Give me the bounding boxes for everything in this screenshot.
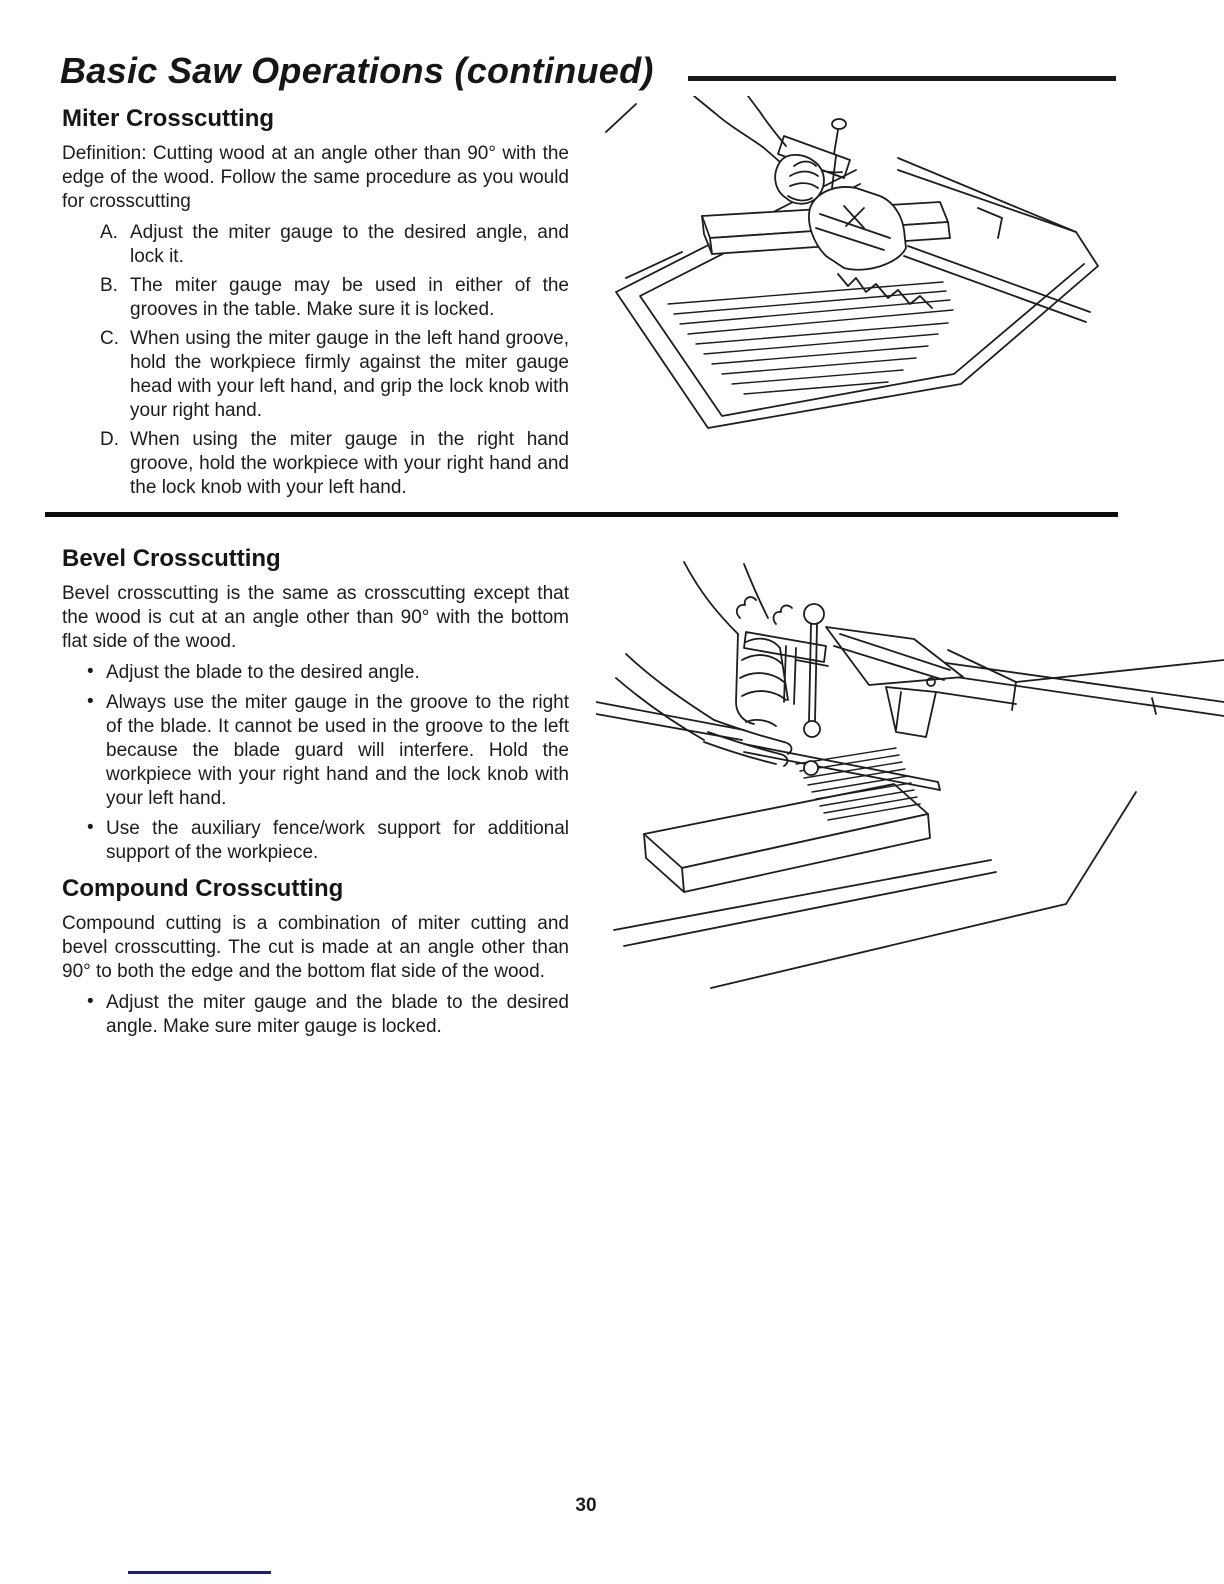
list-item-c (62, 327, 569, 423)
bullet-dot: • (87, 817, 94, 838)
bevel-compound-section (62, 545, 569, 1045)
bullet-text: Adjust the blade to the desired angle. (106, 662, 420, 683)
item-text: When using the miter gauge in the right hand groove, hold the workpiece with your right hand and the lock knob with your left hand. (130, 429, 569, 498)
bullet-text: Always use the miter gauge in the groove to the right of the blade. It cannot be used in the groove to the left because the blade guard will interfere. Hold the workpiece with your right hand and the lock knob with your left hand. (106, 692, 569, 809)
item-label: B. (100, 275, 118, 296)
bevel-heading: Bevel Crosscutting (62, 545, 281, 572)
title-rule (688, 76, 1116, 81)
bullet-dot: • (87, 661, 94, 682)
bullet-dot: • (87, 991, 94, 1012)
miter-heading: Miter Crosscutting (62, 105, 275, 132)
list-item-a (62, 221, 569, 269)
bullet-item (62, 817, 569, 865)
list-item-d (62, 428, 569, 500)
bullet-item (62, 991, 569, 1039)
bullet-text: Adjust the miter gauge and the blade to the desired angle. Make sure miter gauge is locked. (106, 992, 569, 1037)
miter-intro: Definition: Cutting wood at an angle other than 90° with the edge of the wood. Follow the same procedure as you would for crosscutting (62, 143, 569, 212)
page-title: Basic Saw Operations (continued) (60, 50, 654, 91)
bullet-text: Use the auxiliary fence/work support for additional support of the workpiece. (106, 818, 569, 863)
bottom-margin-mark (128, 1571, 271, 1574)
miter-illustration-svg (598, 96, 1214, 488)
miter-crosscutting-illustration (598, 96, 1214, 488)
section-divider (45, 512, 1118, 517)
item-label: D. (100, 429, 119, 450)
miter-crosscutting-section (62, 105, 569, 505)
auxiliary-support-board (644, 784, 930, 892)
item-label: C. (100, 328, 119, 349)
operator-hand (694, 96, 824, 204)
compound-intro: Compound cutting is a combination of miter cutting and bevel crosscutting. The cut is made at an angle other than 90° to both the edge and the bottom flat side of the wood. (62, 913, 569, 982)
item-text: When using the miter gauge in the left hand groove, hold the workpiece firmly against the miter gauge head with your left hand, and grip the lock knob with your right hand. (130, 328, 569, 421)
item-label: A. (100, 222, 118, 243)
operator-right-hand (684, 562, 788, 724)
bevel-crosscutting-illustration (596, 542, 1224, 990)
item-text: Adjust the miter gauge to the desired angle, and lock it. (130, 222, 569, 267)
item-text: The miter gauge may be used in either of the grooves in the table. Make sure it is locked. (130, 275, 569, 320)
page-number: 30 (575, 1495, 597, 1516)
corner-mark (606, 104, 636, 132)
table-grooves (668, 282, 953, 394)
bullet-item (62, 661, 569, 685)
list-item-b (62, 274, 569, 322)
compound-heading: Compound Crosscutting (62, 875, 344, 902)
bullet-dot: • (87, 691, 94, 712)
bevel-intro: Bevel crosscutting is the same as crosscutting except that the wood is cut at an angle other than 90° with the bottom flat side of the wood. (62, 583, 569, 652)
bullet-item (62, 691, 569, 811)
lock-knob (804, 761, 818, 775)
bevel-illustration-svg (596, 542, 1224, 990)
